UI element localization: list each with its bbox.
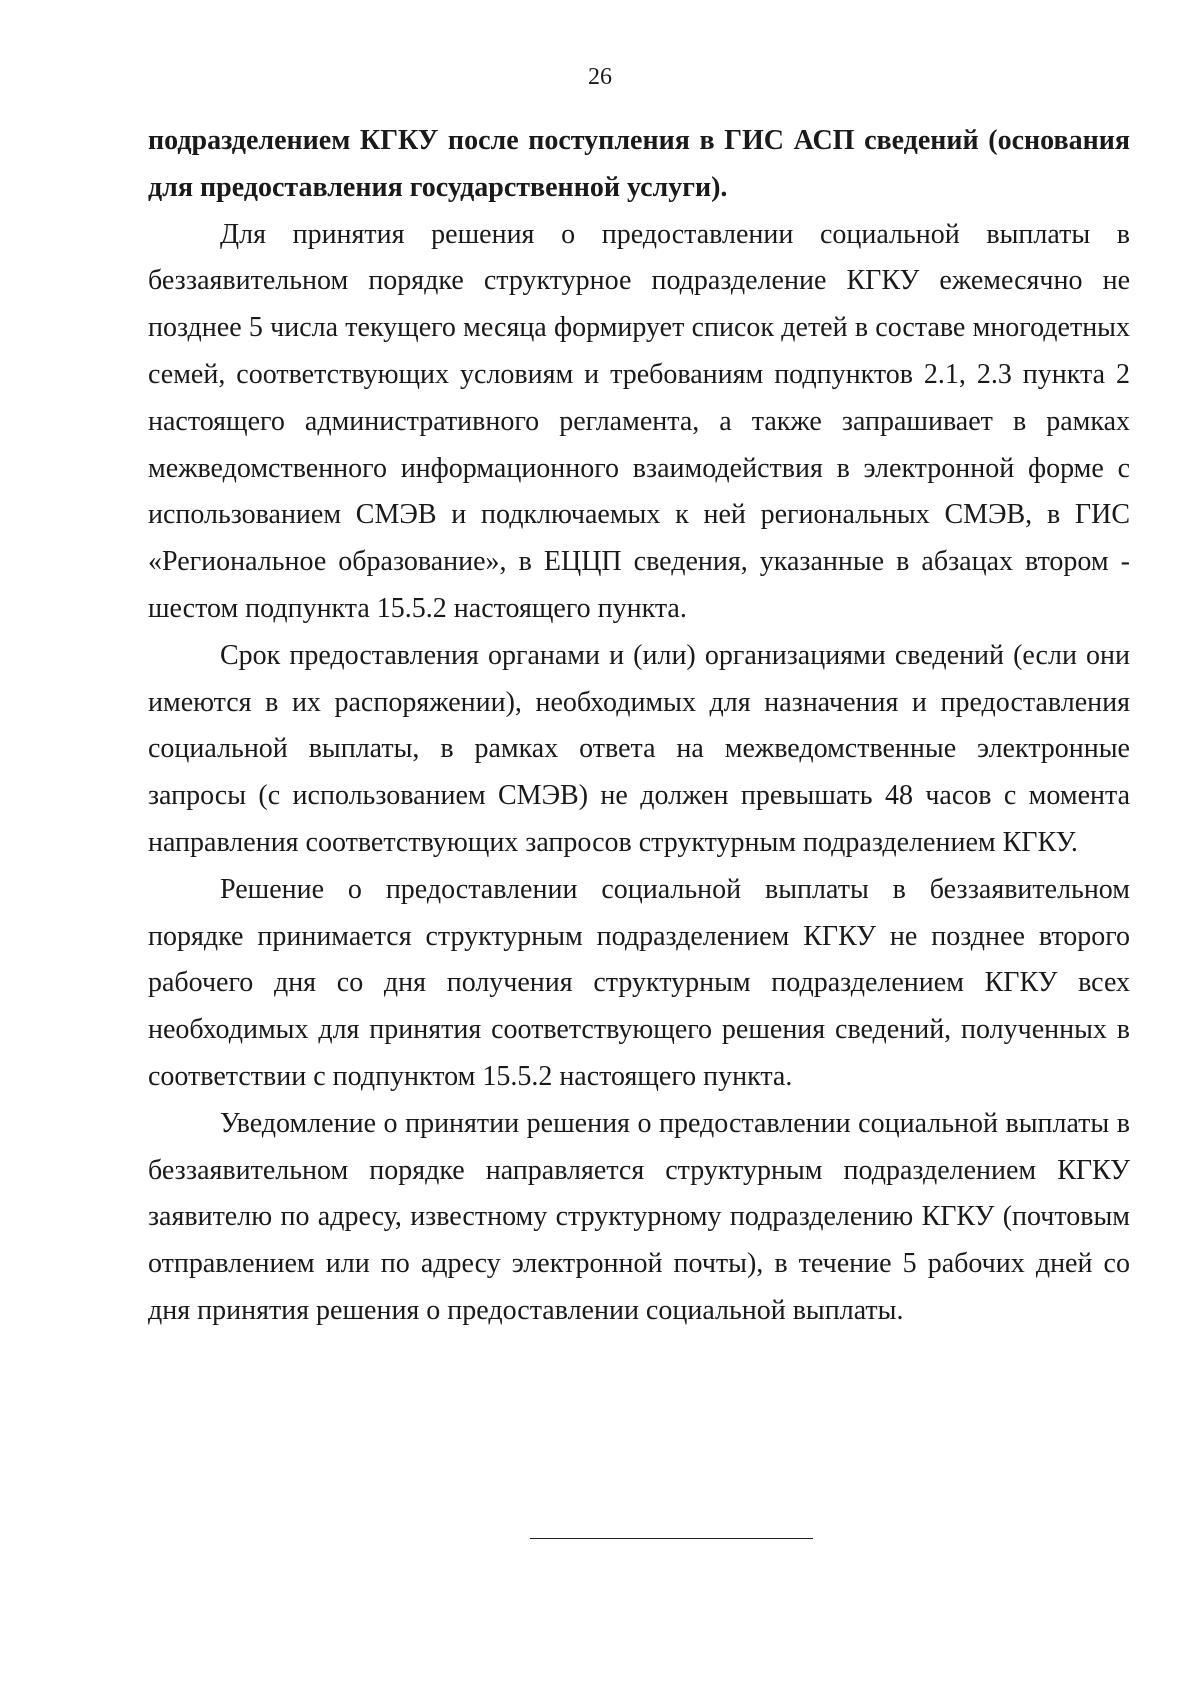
paragraph-response-deadline: Срок предоставления органами и (или) организациями сведений (если они имеются в их распоряжении), необходимых для назначения и предоставления социальной выплаты, в рамках ответа на межведомственные электронные запросы (с использованием СМЭВ) не должен превышать 48 часов с момента направления соответствующих запросов структурным подразделением КГКУ. [148,639,1130,858]
lead-paragraph: подразделением КГКУ после поступления в ГИС АСП сведений (основания для предоставления государственной услуги). [148,125,1130,203]
page-number: 26 [588,64,612,90]
end-of-document-rule [530,1538,813,1539]
paragraph-request-procedure: Для принятия решения о предоставлении социальной выплаты в беззаявительном порядке структурное подразделение КГКУ ежемесячно не позднее 5 числа текущего месяца формирует список детей в составе многодетных семей, соответствующих условиям и требованиям подпунктов 2.1, 2.3 пункта 2 настоящего административного регламента, а также запрашивает в рамках межведомственного информационного взаимодействия в электронной форме с использованием СМЭВ и подключаемых к ней региональных СМЭВ, в ГИС «Региональное образование», в ЕЦЦП сведения, указанные в абзацах втором - шестом подпункта 15.5.2 настоящего пункта. [148,218,1130,624]
document-body [148,118,1130,1335]
paragraph-decision-term: Решение о предоставлении социальной выплаты в беззаявительном порядке принимается структурным подразделением КГКУ не позднее второго рабочего дня со дня получения структурным подразделением КГКУ всех необходимых для принятия соответствующего решения сведений, полученных в соответствии с подпунктом 15.5.2 настоящего пункта. [148,873,1130,1092]
paragraph-notification: Уведомление о принятии решения о предоставлении социальной выплаты в беззаявительном порядке направляется структурным подразделением КГКУ заявителю по адресу, известному структурному подразделению КГКУ (почтовым отправлением или по адресу электронной почты), в течение 5 рабочих дней со дня принятия решения о предоставлении социальной выплаты. [148,1107,1130,1326]
